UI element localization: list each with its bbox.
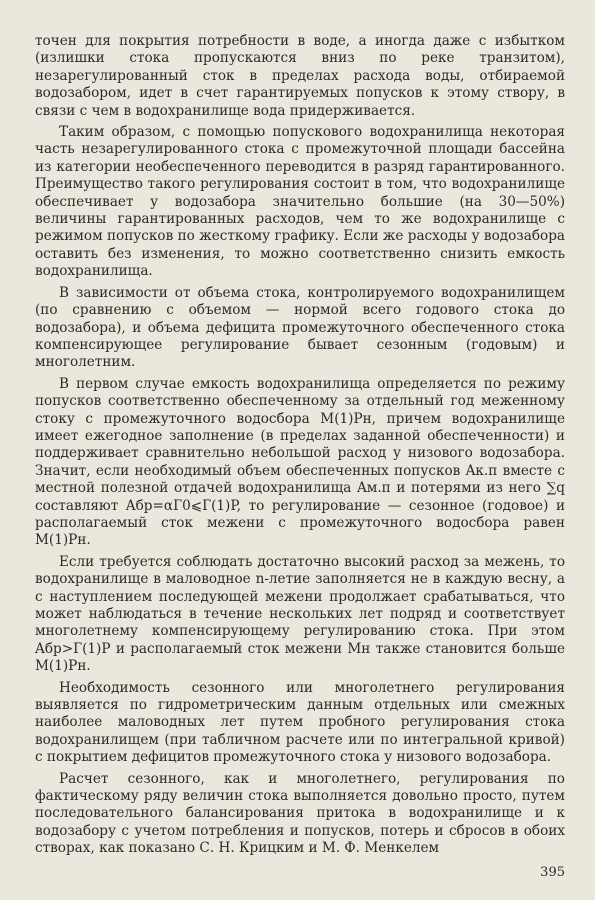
paragraph-6: Необходимость сезонного или многолетнего регулирования выявляется по гидрометрическим данным отдельных или смежных наиболее маловодных лет путем пробного регулирования стока водохранилищем (при табличном расчете или по интегральной кривой) с покрытием дефицитов промежуточного стока у низового водозабора. — [35, 679, 565, 766]
page-number: 395 — [540, 865, 565, 880]
paragraph-1: точен для покрытия потребности в воде, а иногда даже с избытком (излишки стока пропускаются вниз по реке транзитом), незарегулированный сток в пределах расхода воды, отбираемой водозабором, идет в счет гарантируемых попусков к этому створу, в связи с чем в водохранилище вода придерживается. — [35, 33, 565, 119]
paragraph-2: Таким образом, с помощью попускового водохранилища некоторая часть незарегулированного стока с промежуточной площади бассейна из категории необеспеченного переводится в разряд гарантированного. Преимущество такого регулирования состоит в том, что водохранилище обеспечивает у водозабора значительно большие (на 30—50%) величины гарантированных расходов, чем то же водохранилище с режимом попусков по жесткому графику. Если же расходы у водозабора оставить без изменения, то можно соответственно снизить емкость водохранилища. — [35, 124, 565, 280]
paragraph-3: В зависимости от объема стока, контролируемого водохранилищем (по сравнению с объемом — нормой всего годового стока до водозабора), и объема дефицита промежуточного обеспеченного стока компенсирующее регулирование бывает сезонным (годовым) и многолетним. — [35, 284, 565, 371]
paragraph-4: В первом случае емкость водохранилища определяется по режиму попусков соответственно обеспеченному за отдельный год меженному стоку с промежуточного водосбора M(1)Рн, причем водохранилище имеет ежегодное заполнение (в пределах заданной обеспеченности) и поддерживает сравнительно небольшой расход у низового водозабора. Значит, если необходимый объем обеспеченных попусков Aк.п вместе с местной полезной отдачей водохранилища Aм.п и потерями из него ∑q составляют Aбр=αГ0⩽Г(1)P, то регулирование — сезонное (годовое) и располагаемый сток межени с промежуточного водосбора равен M(1)Рн. — [35, 375, 565, 549]
paragraph-5: Если требуется соблюдать достаточно высокий расход за межень, то водохранилище в маловодное n-летие заполняется не в каждую весну, а с наступлением последующей межени продолжает срабатываться, что может наблюдаться в течение нескольких лет подряд и соответствует многолетнему компенсирующему регулированию стока. При этом Aбр>Г(1)P и располагаемый сток межени Mн также становится больше M(1)Рн. — [35, 553, 565, 675]
paragraph-7: Расчет сезонного, как и многолетнего, регулирования по фактическому ряду величин стока выполняется довольно просто, путем последовательного балансирования притока в водохранилище и к водозабору с учетом потребления и попусков, потерь и сбросов в обоих створах, как показано С. Н. Крицким и М. Ф. Менкелем — [35, 770, 565, 857]
